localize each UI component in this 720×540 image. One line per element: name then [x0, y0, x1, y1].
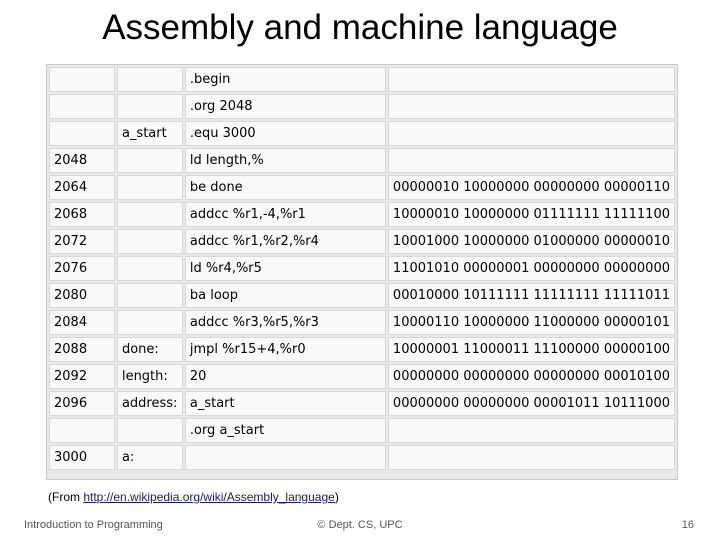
machine-code-cell: 10000110 10000000 11000000 00000101: [388, 310, 675, 335]
machine-code-cell: 00000000 00000000 00000000 00010100: [388, 364, 675, 389]
address-cell: 2064: [49, 175, 115, 200]
label-cell: [117, 202, 183, 227]
instruction-cell: addcc %r1,-4,%r1: [185, 202, 386, 227]
address-cell: 2092: [49, 364, 115, 389]
table-row: [49, 337, 675, 362]
table-row: [49, 310, 675, 335]
address-cell: [49, 121, 115, 146]
label-cell: a:: [117, 445, 183, 470]
table-row: [49, 121, 675, 146]
table-row: [49, 256, 675, 281]
machine-code-cell: 00000010 10000000 00000000 00000110: [388, 175, 675, 200]
machine-code-cell: 00000000 00000000 00001011 10111000: [388, 391, 675, 416]
address-cell: [49, 67, 115, 92]
address-cell: 2096: [49, 391, 115, 416]
table-row: [49, 229, 675, 254]
label-cell: [117, 175, 183, 200]
label-cell: [117, 67, 183, 92]
instruction-cell: [185, 445, 386, 470]
address-cell: 2076: [49, 256, 115, 281]
address-cell: 2068: [49, 202, 115, 227]
footer-copyright: © Dept. CS, UPC: [317, 519, 403, 531]
table-row: [49, 283, 675, 308]
instruction-cell: be done: [185, 175, 386, 200]
machine-code-cell: [388, 121, 675, 146]
table-row: [49, 364, 675, 389]
address-cell: 2072: [49, 229, 115, 254]
table-row: [49, 202, 675, 227]
instruction-cell: ba loop: [185, 283, 386, 308]
address-cell: 2048: [49, 148, 115, 173]
instruction-cell: .org 2048: [185, 94, 386, 119]
instruction-cell: .org a_start: [185, 418, 386, 443]
address-cell: 2084: [49, 310, 115, 335]
address-cell: 3000: [49, 445, 115, 470]
label-cell: a_start: [117, 121, 183, 146]
source-prefix: (From: [48, 490, 84, 504]
label-cell: address:: [117, 391, 183, 416]
label-cell: [117, 148, 183, 173]
source-citation: [48, 490, 339, 504]
table-row: [49, 391, 675, 416]
label-cell: [117, 283, 183, 308]
instruction-cell: ld length,%: [185, 148, 386, 173]
label-cell: [117, 229, 183, 254]
machine-code-cell: [388, 67, 675, 92]
machine-code-cell: [388, 418, 675, 443]
machine-code-cell: [388, 148, 675, 173]
instruction-cell: .equ 3000: [185, 121, 386, 146]
table-row: [49, 94, 675, 119]
table-body: [49, 67, 675, 470]
label-cell: [117, 310, 183, 335]
address-cell: 2088: [49, 337, 115, 362]
instruction-cell: 20: [185, 364, 386, 389]
label-cell: done:: [117, 337, 183, 362]
instruction-cell: .begin: [185, 67, 386, 92]
address-cell: [49, 418, 115, 443]
machine-code-cell: 00010000 10111111 11111111 11111011: [388, 283, 675, 308]
address-cell: 2080: [49, 283, 115, 308]
source-link[interactable]: http://en.wikipedia.org/wiki/Assembly_language: [83, 490, 335, 504]
machine-code-cell: 10001000 10000000 01000000 00000010: [388, 229, 675, 254]
table-row: [49, 418, 675, 443]
label-cell: length:: [117, 364, 183, 389]
footer-course: Introduction to Programming: [24, 519, 163, 531]
instruction-cell: addcc %r1,%r2,%r4: [185, 229, 386, 254]
instruction-cell: addcc %r3,%r5,%r3: [185, 310, 386, 335]
table-row: [49, 67, 675, 92]
source-suffix: ): [334, 490, 339, 504]
instruction-cell: ld %r4,%r5: [185, 256, 386, 281]
label-cell: [117, 418, 183, 443]
table-row: [49, 148, 675, 173]
machine-code-cell: 10000010 10000000 01111111 11111100: [388, 202, 675, 227]
label-cell: [117, 256, 183, 281]
slide-title: Assembly and machine language: [102, 8, 618, 47]
address-cell: [49, 94, 115, 119]
instruction-cell: jmpl %r15+4,%r0: [185, 337, 386, 362]
assembly-table: [46, 64, 678, 480]
machine-code-cell: [388, 445, 675, 470]
page-number: 16: [681, 519, 694, 531]
machine-code-cell: [388, 94, 675, 119]
machine-code-cell: 11001010 00000001 00000000 00000000: [388, 256, 675, 281]
table-row: [49, 445, 675, 470]
machine-code-cell: 10000001 11000011 11100000 00000100: [388, 337, 675, 362]
table-row: [49, 175, 675, 200]
label-cell: [117, 94, 183, 119]
instruction-cell: a_start: [185, 391, 386, 416]
